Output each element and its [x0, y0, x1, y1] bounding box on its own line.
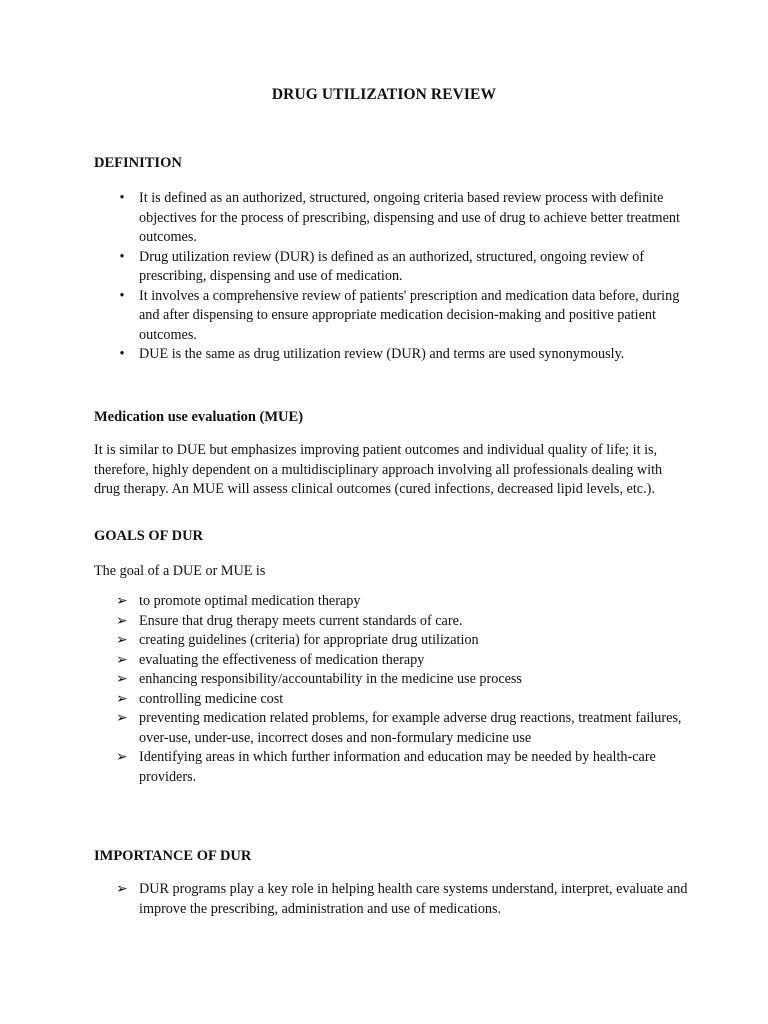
goals-intro: The goal of a DUE or MUE is: [94, 563, 266, 579]
list-item-text: preventing medication related problems, for example adverse drug reactions, treatment failures, over-use, under-use, incorrect doses and non-formulary medicine use: [139, 710, 682, 746]
list-item-text: Drug utilization review (DUR) is defined as an authorized, structured, ongoing review of prescribing, dispensing and use of medication.: [139, 248, 645, 284]
bullet-icon: •: [119, 346, 125, 362]
list-item: [119, 287, 699, 346]
mue-paragraph: It is similar to DUE but emphasizes improving patient outcomes and individual quality of life; it is, therefore, highly dependent on a multidisciplinary approach involving all professionals dealing with drug therapy. An MUE will assess clinical outcomes (cured infections, decreased lipid levels, etc.).: [94, 442, 663, 497]
arrow-bullet-icon: ➢: [116, 612, 128, 629]
list-item: [116, 612, 694, 632]
arrow-bullet-icon: ➢: [116, 710, 128, 726]
goals-list: [116, 592, 694, 787]
arrow-bullet-icon: ➢: [116, 651, 128, 668]
list-item-text: to promote optimal medication therapy: [139, 593, 361, 609]
arrow-bullet-icon: ➢: [116, 690, 128, 707]
list-item-text: It involves a comprehensive review of patients' prescription and medication data before, during and after dispensing to ensure appropriate medication decision-making and positive patient outcomes.: [139, 287, 680, 343]
list-item-text: controlling medicine cost: [139, 690, 284, 707]
list-item: [119, 248, 699, 287]
list-item-text: Ensure that drug therapy meets current standards of care.: [139, 612, 463, 629]
list-item-text: DUE is the same as drug utilization review (DUR) and terms are used synonymously.: [139, 346, 625, 362]
list-item: [119, 345, 699, 365]
mue-heading: Medication use evaluation (MUE): [94, 409, 304, 425]
list-item-text: DUR programs play a key role in helping health care systems understand, interpret, evaluate and improve the prescribing, administration and use of medications.: [139, 881, 688, 917]
importance-list: [116, 880, 694, 919]
arrow-bullet-icon: ➢: [116, 749, 128, 765]
list-item: [119, 189, 699, 248]
definition-list: [119, 189, 699, 365]
arrow-bullet-icon: ➢: [116, 593, 128, 609]
list-item-text: creating guidelines (criteria) for appropriate drug utilization: [139, 632, 479, 648]
list-item: [116, 880, 694, 919]
arrow-bullet-icon: ➢: [116, 881, 128, 897]
bullet-icon: •: [119, 190, 125, 206]
list-item: [116, 690, 694, 710]
list-item: [116, 651, 694, 671]
definition-heading: DEFINITION: [94, 155, 182, 171]
list-item: [116, 592, 694, 612]
list-item-text: evaluating the effectiveness of medication therapy: [139, 651, 425, 668]
list-item-text: It is defined as an authorized, structured, ongoing criteria based review process with definite objectives for the process of prescribing, dispensing and use of drug to achieve better treatment outcomes.: [139, 190, 680, 245]
list-item: [116, 670, 694, 690]
goals-heading: GOALS OF DUR: [94, 528, 204, 544]
arrow-bullet-icon: ➢: [116, 632, 128, 648]
list-item: [116, 631, 694, 651]
list-item-text: Identifying areas in which further information and education may be needed by health-care providers.: [139, 749, 656, 785]
bullet-icon: •: [119, 287, 125, 304]
list-item-text: enhancing responsibility/accountability in the medicine use process: [139, 671, 522, 687]
bullet-icon: •: [119, 248, 125, 265]
page-title: DRUG UTILIZATION REVIEW: [271, 86, 497, 103]
importance-heading: IMPORTANCE OF DUR: [94, 848, 252, 864]
list-item: [116, 748, 694, 787]
list-item: [116, 709, 694, 748]
arrow-bullet-icon: ➢: [116, 671, 128, 687]
